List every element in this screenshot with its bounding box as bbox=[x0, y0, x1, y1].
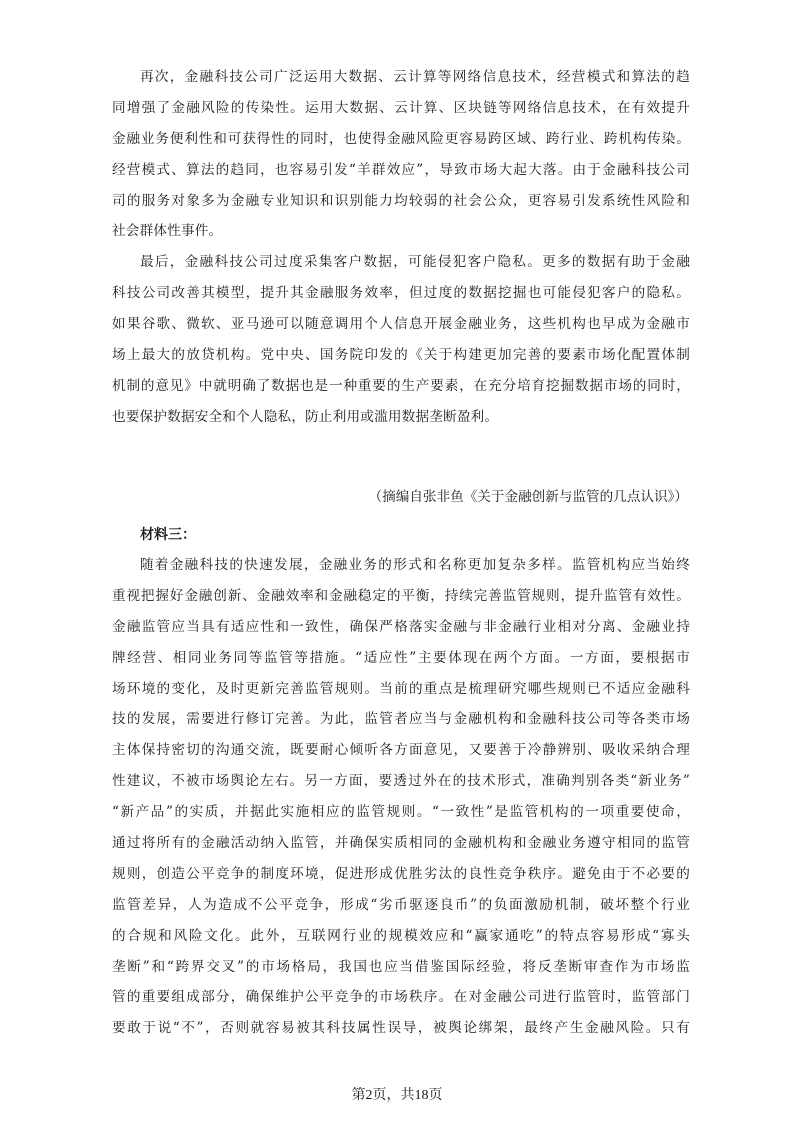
paragraph-line: 同增强了金融风险的传染性。运用大数据、云计算、区块链等网络信息技术，在有效提升 bbox=[112, 99, 690, 116]
page-number-footer: 第2页，共18页 bbox=[351, 1088, 443, 1103]
paragraph-line: 随着金融科技的快速发展，金融业务的形式和名称更加复杂多样。监管机构应当始终 bbox=[140, 557, 690, 573]
paragraph-line: 最后，金融科技公司过度采集客户数据，可能侵犯客户隐私。更多的数据有助于金融 bbox=[140, 254, 690, 271]
paragraph-line: 场上最大的放贷机构。党中央、国务院印发的《关于构建更加完善的要素市场化配置体制 bbox=[112, 347, 690, 364]
paragraph-line: 垄断”和“跨界交叉”的市场格局，我国也应当借鉴国际经验，将反垄断审查作为市场监 bbox=[112, 958, 690, 975]
paragraph-line: 场环境的变化，及时更新完善监管规则。当前的重点是梳理研究哪些规则已不适应金融科 bbox=[112, 680, 690, 697]
paragraph-line: 如果谷歌、微软、亚马逊可以随意调用个人信息开展金融业务，这些机构也早成为金融市 bbox=[112, 316, 690, 333]
paragraph-line: 性建议，不被市场舆论左右。另一方面，要透过外在的技术形式，准确判别各类“新业务” bbox=[112, 773, 690, 790]
section-heading: 材料三： bbox=[140, 527, 196, 543]
paragraph-line: “新产品”的实质，并据此实施相应的监管规则。“一致性”是监管机构的一项重要使命， bbox=[112, 804, 690, 821]
paragraph-line: 重视把握好金融创新、金融效率和金融稳定的平衡，持续完善监管规则，提升监管有效性。 bbox=[112, 587, 690, 604]
paragraph-line: 经营模式、算法的趋同，也容易引发“羊群效应”，导致市场大起大落。由于金融科技公司 bbox=[112, 161, 690, 178]
material-three-body bbox=[112, 550, 690, 1044]
paragraph-line: 牌经营、相同业务同等监管等措施。“适应性”主要体现在两个方面。一方面，要根据市 bbox=[112, 649, 690, 666]
paragraph-line: 技的发展，需要进行修订完善。为此，监管者应当与金融机构和金融科技公司等各类市场 bbox=[112, 711, 690, 728]
paragraph-line: 也要保护数据安全和个人隐私，防止利用或滥用数据垄断盈利。 bbox=[112, 408, 499, 425]
paragraph-line: 金融监管应当具有适应性和一致性，确保严格落实金融与非金融行业相对分离、金融业持 bbox=[112, 618, 690, 635]
paragraph-line: 社会群体性事件。 bbox=[112, 223, 223, 240]
source-citation: （摘编自张非鱼《关于金融创新与监管的几点认识》） bbox=[368, 489, 688, 505]
paragraph-line: 主体保持密切的沟通交流，既要耐心倾听各方面意见，又要善于冷静辨别、吸收采纳合理 bbox=[112, 742, 690, 759]
paragraph-line: 司的服务对象多为金融专业知识和识别能力均较弱的社会公众，更容易引发系统性风险和 bbox=[112, 192, 690, 209]
material-two-continued bbox=[112, 62, 690, 433]
paragraph-line: 规则，创造公平竞争的制度环境，促进形成优胜劣汰的良性竞争秩序。避免由于不必要的 bbox=[112, 865, 690, 882]
paragraph-line: 金融业务便利性和可获得性的同时，也使得金融风险更容易跨区域、跨行业、跨机构传染。 bbox=[112, 130, 690, 147]
paragraph-line: 通过将所有的金融活动纳入监管，并确保实质相同的金融机构和金融业务遵守相同的监管 bbox=[112, 835, 690, 852]
paragraph-line: 科技公司改善其模型，提升其金融服务效率，但过度的数据挖掘也可能侵犯客户的隐私。 bbox=[112, 285, 690, 302]
paragraph-line: 再次，金融科技公司广泛运用大数据、云计算等网络信息技术，经营模式和算法的趋 bbox=[140, 69, 690, 85]
paragraph-line: 监管差异，人为造成不公平竞争，形成“劣币驱逐良币”的负面激励机制，破坏整个行业 bbox=[112, 896, 690, 913]
paragraph-line: 要敢于说“不”，否则就容易被其科技属性误导，被舆论绑架，最终产生金融风险。只有 bbox=[112, 1020, 690, 1037]
paragraph-line: 管的重要组成部分，确保维护公平竞争的市场秩序。在对金融公司进行监管时，监管部门 bbox=[112, 989, 690, 1006]
paragraph-line: 机制的意见》中就明确了数据也是一种重要的生产要素，在充分培育挖掘数据市场的同时， bbox=[112, 377, 690, 394]
paragraph-line: 的合规和风险文化。此外，互联网行业的规模效应和“赢家通吃”的特点容易形成“寡头 bbox=[112, 927, 690, 944]
